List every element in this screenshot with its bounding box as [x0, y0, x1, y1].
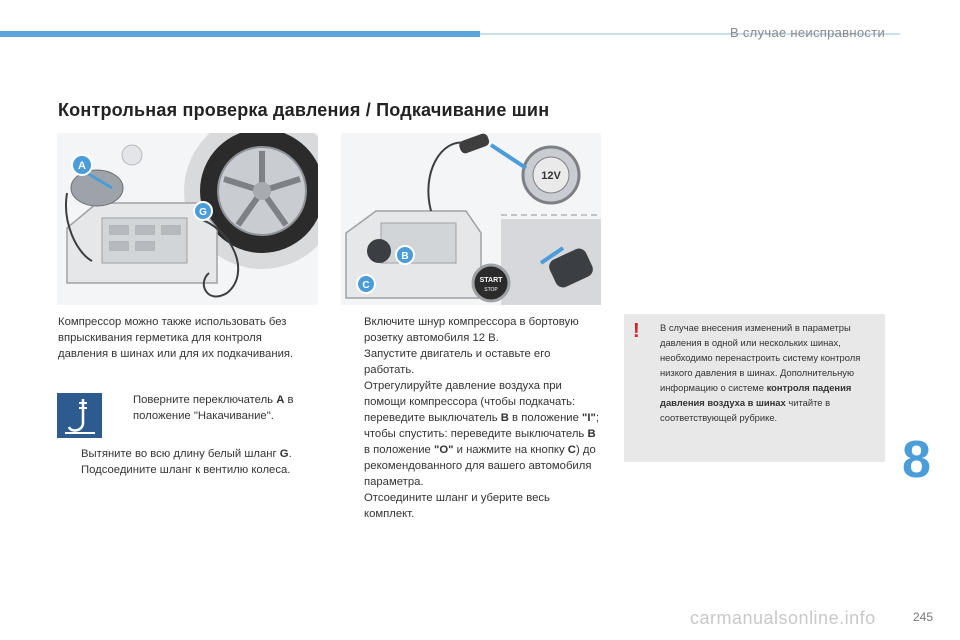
- list-item: Отсоедините шланг и уберите весь комплект.: [364, 492, 550, 520]
- stop-label: STOP: [484, 287, 498, 293]
- middle-steps-list: [341, 314, 603, 522]
- page-number: 245: [913, 610, 934, 624]
- list-item: Включите шнур компрессора в бортовую розетку автомобиля 12 В.: [364, 316, 579, 344]
- section-title: В случае неисправности: [730, 25, 886, 40]
- callout-a: A: [78, 160, 86, 172]
- left-steps-list: [58, 446, 328, 478]
- bullet-marker: [110, 392, 133, 424]
- list-item: Отрегулируйте давление воздуха при помощи компрессора (чтобы подкачать: переведите выключатель B в положение "I"; чтобы спустить: переведите выключатель B в положение "O" и нажмите на кнопку C) до рекомендованного для вашего автомобиля параметра.: [364, 380, 600, 488]
- socket-label: 12V: [541, 170, 561, 182]
- watermark: carmanualsonline.info: [690, 608, 876, 628]
- list-item: Вытяните во всю длину белый шланг G.: [81, 448, 292, 460]
- inflate-mode-icon: [57, 393, 102, 438]
- warning-note: [624, 314, 885, 462]
- chapter-number: 8: [902, 431, 931, 489]
- exclamation-icon: !: [633, 320, 640, 342]
- compressor-wheel-illustration: [57, 133, 318, 305]
- note-text: В случае внесения изменений в параметры давления в одной или нескольких шинах, необходимо перенастроить систему контроля низкого давления в шинах. Дополнительную информацию о системе контроля падения давления воздуха в шинах читайте в соответствующей рубрике.: [660, 322, 861, 423]
- list-item: Подсоедините шланг к вентилю колеса.: [81, 464, 291, 476]
- callout-g: G: [199, 207, 207, 218]
- header-accent-bar: [0, 31, 480, 37]
- intro-paragraph: Компрессор можно также использовать без впрыскивания герметика для контроля давления в шинах или для их подкачивания.: [58, 316, 294, 360]
- callout-c: C: [362, 280, 370, 291]
- page-title: Контрольная проверка давления / Подкачивание шин: [58, 100, 550, 120]
- socket-start-illustration: [341, 133, 601, 305]
- start-label: START: [479, 277, 503, 284]
- callout-b: B: [401, 251, 409, 262]
- list-item: Запустите двигатель и оставьте его работать.: [364, 348, 551, 376]
- rotate-switch-step: Поверните переключатель A в положение "Накачивание".: [110, 392, 320, 424]
